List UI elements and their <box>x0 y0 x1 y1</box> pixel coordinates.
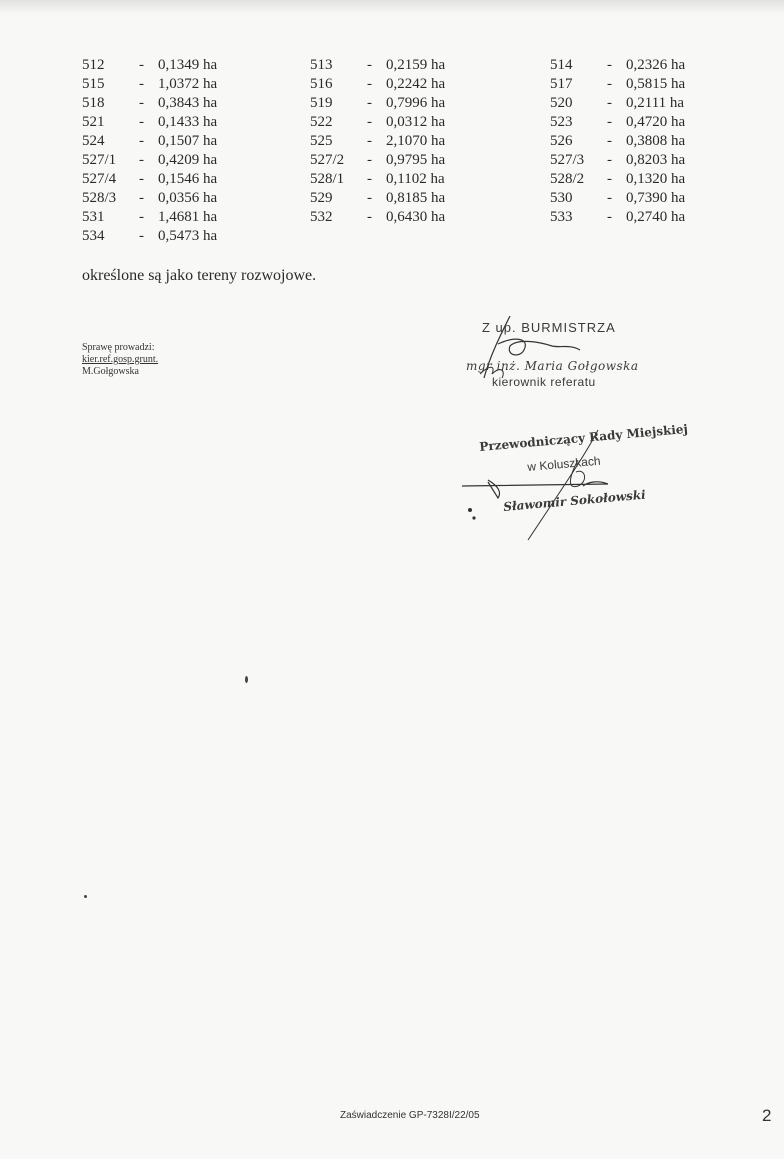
parcel-number: 527/4 <box>82 171 117 187</box>
parcel-separator: - <box>139 76 144 92</box>
parcel-row <box>82 56 262 75</box>
parcel-separator: - <box>367 190 372 206</box>
parcel-number: 524 <box>82 133 105 149</box>
parcel-number: 534 <box>82 228 105 244</box>
parcel-number: 516 <box>310 76 333 92</box>
parcel-number: 528/2 <box>550 171 585 187</box>
parcel-separator: - <box>607 95 612 111</box>
parcel-separator: - <box>607 57 612 73</box>
rada-stamp <box>458 420 698 550</box>
parcel-area: 0,9795 ha <box>386 152 446 168</box>
parcel-table <box>82 56 722 251</box>
parcel-number: 533 <box>550 209 573 225</box>
parcel-row <box>310 208 490 227</box>
parcel-number: 527/2 <box>310 152 345 168</box>
parcel-separator: - <box>607 76 612 92</box>
parcel-area: 0,2111 ha <box>626 95 685 111</box>
parcel-area: 1,0372 ha <box>158 76 218 92</box>
parcel-row <box>550 75 730 94</box>
burmistrz-role: kierownik referatu <box>492 375 596 389</box>
page-number: 2 <box>762 1106 772 1125</box>
scan-speck <box>84 895 87 898</box>
parcel-area: 0,1433 ha <box>158 114 218 130</box>
parcel-separator: - <box>367 57 372 73</box>
parcel-separator: - <box>139 190 144 206</box>
prepared-by-block <box>82 342 158 378</box>
parcel-separator: - <box>139 171 144 187</box>
parcel-area: 0,1102 ha <box>386 171 445 187</box>
parcel-separator: - <box>607 152 612 168</box>
parcel-row <box>310 151 490 170</box>
parcel-separator: - <box>139 133 144 149</box>
parcel-row <box>82 170 262 189</box>
rada-name: Sławomir Sokołowski <box>502 487 647 514</box>
parcel-number: 527/1 <box>82 152 117 168</box>
parcel-row <box>310 113 490 132</box>
parcel-number: 522 <box>310 114 333 130</box>
parcel-area: 0,6430 ha <box>386 209 446 225</box>
parcel-area: 0,0312 ha <box>386 114 446 130</box>
rada-title: Przewodniczący Rady Miejskiej <box>478 421 689 454</box>
parcel-separator: - <box>367 171 372 187</box>
parcel-row <box>82 151 262 170</box>
parcel-separator: - <box>139 209 144 225</box>
parcel-area: 0,4720 ha <box>626 114 686 130</box>
parcel-area: 0,7996 ha <box>386 95 446 111</box>
parcel-separator: - <box>367 95 372 111</box>
parcel-row <box>82 75 262 94</box>
parcel-number: 528/3 <box>82 190 117 206</box>
parcel-number: 520 <box>550 95 573 111</box>
parcel-row <box>310 132 490 151</box>
parcel-separator: - <box>139 228 144 244</box>
parcel-separator: - <box>607 114 612 130</box>
parcel-number: 527/3 <box>550 152 585 168</box>
parcel-separator: - <box>367 209 372 225</box>
parcel-row <box>550 113 730 132</box>
parcel-separator: - <box>607 133 612 149</box>
parcel-row <box>82 113 262 132</box>
parcel-separator: - <box>139 152 144 168</box>
parcel-number: 526 <box>550 133 573 149</box>
parcel-number: 521 <box>82 114 105 130</box>
parcel-row <box>82 94 262 113</box>
parcel-separator: - <box>607 190 612 206</box>
burmistrz-title: Z up. BURMISTRZA <box>482 320 616 335</box>
parcel-number: 523 <box>550 114 573 130</box>
parcel-row <box>310 189 490 208</box>
parcel-number: 512 <box>82 57 105 73</box>
parcel-separator: - <box>139 114 144 130</box>
parcel-row <box>310 94 490 113</box>
parcel-number: 525 <box>310 133 333 149</box>
parcel-number: 528/1 <box>310 171 345 187</box>
prepared-by-department: kier.ref.gosp.grunt. <box>82 354 159 365</box>
parcel-area: 0,4209 ha <box>158 152 218 168</box>
parcel-row <box>310 75 490 94</box>
parcel-separator: - <box>607 209 612 225</box>
parcel-row <box>550 189 730 208</box>
parcel-area: 2,1070 ha <box>386 133 446 149</box>
parcel-number: 531 <box>82 209 105 225</box>
parcel-row <box>82 208 262 227</box>
parcel-area: 0,3808 ha <box>626 133 686 149</box>
parcel-number: 518 <box>82 95 105 111</box>
parcel-row <box>550 170 730 189</box>
parcel-area: 0,0356 ha <box>158 190 218 206</box>
prepared-by-name: M.Gołgowska <box>82 366 139 377</box>
parcel-separator: - <box>367 152 372 168</box>
parcel-number: 514 <box>550 57 573 73</box>
parcel-row <box>82 132 262 151</box>
parcel-area: 0,8185 ha <box>386 190 446 206</box>
parcel-separator: - <box>139 57 144 73</box>
parcel-area: 1,4681 ha <box>158 209 218 225</box>
parcel-row <box>550 132 730 151</box>
scan-shadow <box>0 0 784 14</box>
prepared-by-label: Sprawę prowadzi: <box>82 342 155 353</box>
parcel-area: 0,1507 ha <box>158 133 218 149</box>
parcel-area: 0,2242 ha <box>386 76 446 92</box>
parcel-number: 513 <box>310 57 333 73</box>
scan-speck <box>245 676 248 683</box>
parcel-row <box>550 151 730 170</box>
parcel-number: 530 <box>550 190 573 206</box>
parcel-area: 0,7390 ha <box>626 190 686 206</box>
parcel-separator: - <box>139 95 144 111</box>
parcel-number: 517 <box>550 76 573 92</box>
burmistrz-stamp <box>440 316 670 396</box>
parcel-number: 532 <box>310 209 333 225</box>
parcel-area: 0,1320 ha <box>626 171 686 187</box>
parcel-row <box>82 227 262 246</box>
parcel-area: 0,3843 ha <box>158 95 218 111</box>
parcel-area: 0,2159 ha <box>386 57 446 73</box>
parcel-row <box>550 56 730 75</box>
note-text: określone są jako tereny rozwojowe. <box>82 267 317 284</box>
parcel-row <box>82 189 262 208</box>
parcel-row <box>550 208 730 227</box>
parcel-separator: - <box>367 133 372 149</box>
burmistrz-name: mgr inż. Maria Gołgowska <box>466 359 639 373</box>
parcel-row <box>310 56 490 75</box>
rada-location: w Koluszkach <box>526 453 602 474</box>
parcel-area: 0,1546 ha <box>158 171 218 187</box>
parcel-separator: - <box>367 114 372 130</box>
footer-document-id: Zaświadczenie GP-7328I/22/05 <box>340 1110 480 1121</box>
parcel-row <box>310 170 490 189</box>
parcel-area: 0,8203 ha <box>626 152 686 168</box>
parcel-number: 515 <box>82 76 105 92</box>
parcel-area: 0,2740 ha <box>626 209 686 225</box>
parcel-separator: - <box>607 171 612 187</box>
parcel-area: 0,5473 ha <box>158 228 218 244</box>
parcel-row <box>550 94 730 113</box>
parcel-area: 0,1349 ha <box>158 57 218 73</box>
parcel-separator: - <box>367 76 372 92</box>
parcel-area: 0,5815 ha <box>626 76 686 92</box>
parcel-area: 0,2326 ha <box>626 57 686 73</box>
parcel-number: 529 <box>310 190 333 206</box>
parcel-number: 519 <box>310 95 333 111</box>
